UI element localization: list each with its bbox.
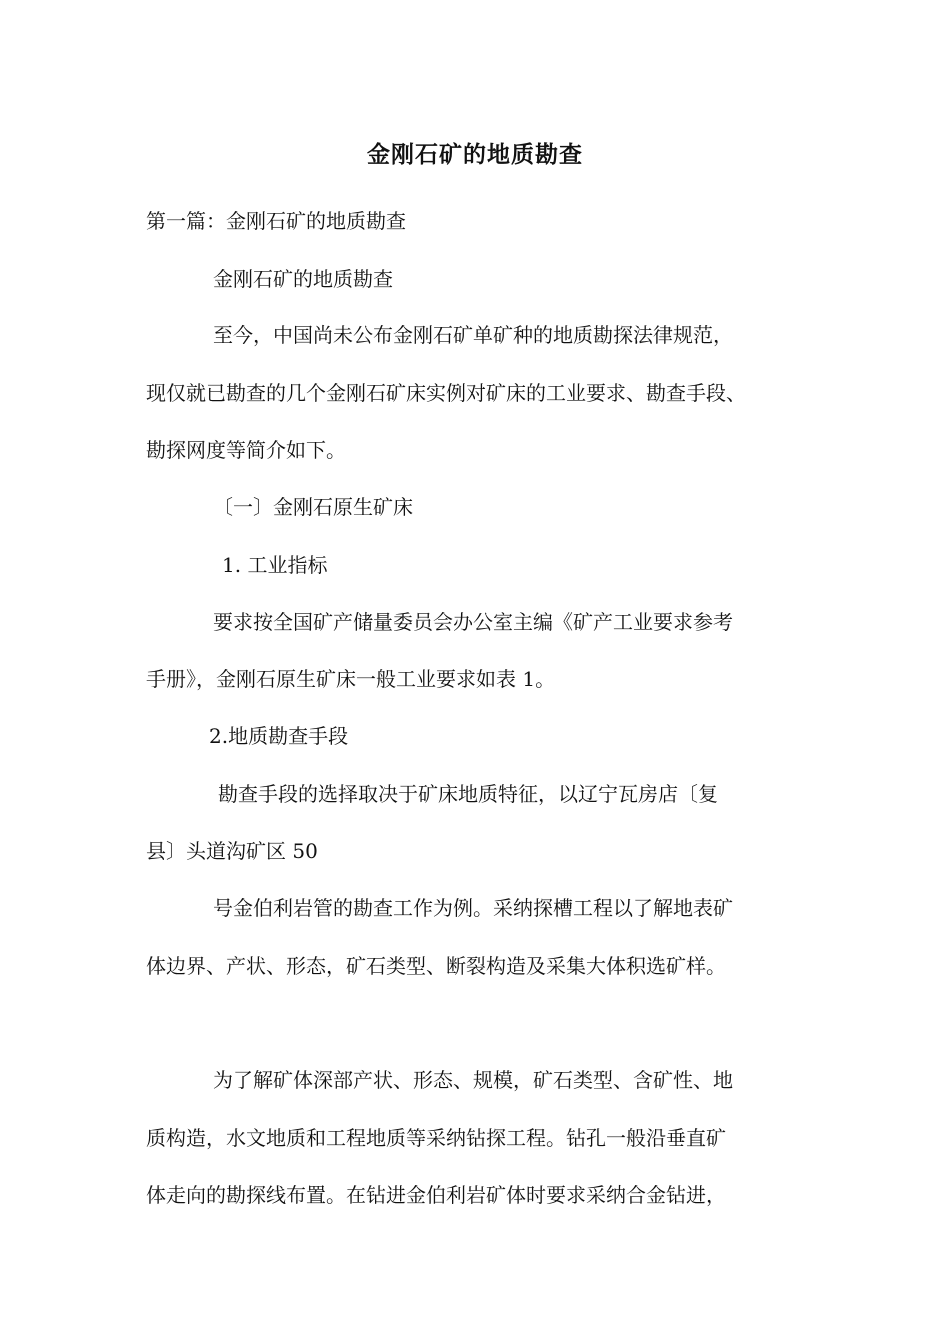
- paragraph-line: 手册》，金刚石原生矿床一般工业要求如表 1。: [146, 667, 556, 691]
- subsection-heading: 2.地质勘查手段: [209, 724, 349, 748]
- section-heading: 第一篇：金刚石矿的地质勘查: [146, 209, 406, 233]
- paragraph-line: 现仅就已勘查的几个金刚石矿床实例对矿床的工业要求、勘查手段、: [146, 381, 746, 405]
- subsection-heading: 〔一〕金刚石原生矿床: [213, 495, 413, 519]
- paragraph-line: 县〕头道沟矿区 50: [146, 839, 318, 863]
- subsection-heading: 1. 工业指标: [222, 553, 328, 577]
- paragraph-line: 体边界、产状、形态，矿石类型、断裂构造及采集大体积选矿样。: [146, 954, 726, 978]
- paragraph-line: 为了解矿体深部产状、形态、规模，矿石类型、含矿性、地: [213, 1068, 733, 1092]
- paragraph-line: 体走向的勘探线布置。在钻进金伯利岩矿体时要求采纳合金钻进，: [146, 1183, 726, 1207]
- document-title: 金刚石矿的地质勘查: [367, 141, 583, 168]
- subtitle-line: 金刚石矿的地质勘查: [213, 267, 393, 291]
- paragraph-line: 勘探网度等简介如下。: [146, 438, 346, 462]
- paragraph-line: 号金伯利岩管的勘查工作为例。采纳探槽工程以了解地表矿: [213, 896, 733, 920]
- paragraph-line: 质构造，水文地质和工程地质等采纳钻探工程。钻孔一般沿垂直矿: [146, 1126, 726, 1150]
- paragraph-line: 勘查手段的选择取决于矿床地质特征，以辽宁瓦房店〔复: [218, 782, 718, 806]
- paragraph-line: 至今，中国尚未公布金刚石矿单矿种的地质勘探法律规范，: [213, 323, 733, 347]
- paragraph-line: 要求按全国矿产储量委员会办公室主编《矿产工业要求参考: [213, 610, 733, 634]
